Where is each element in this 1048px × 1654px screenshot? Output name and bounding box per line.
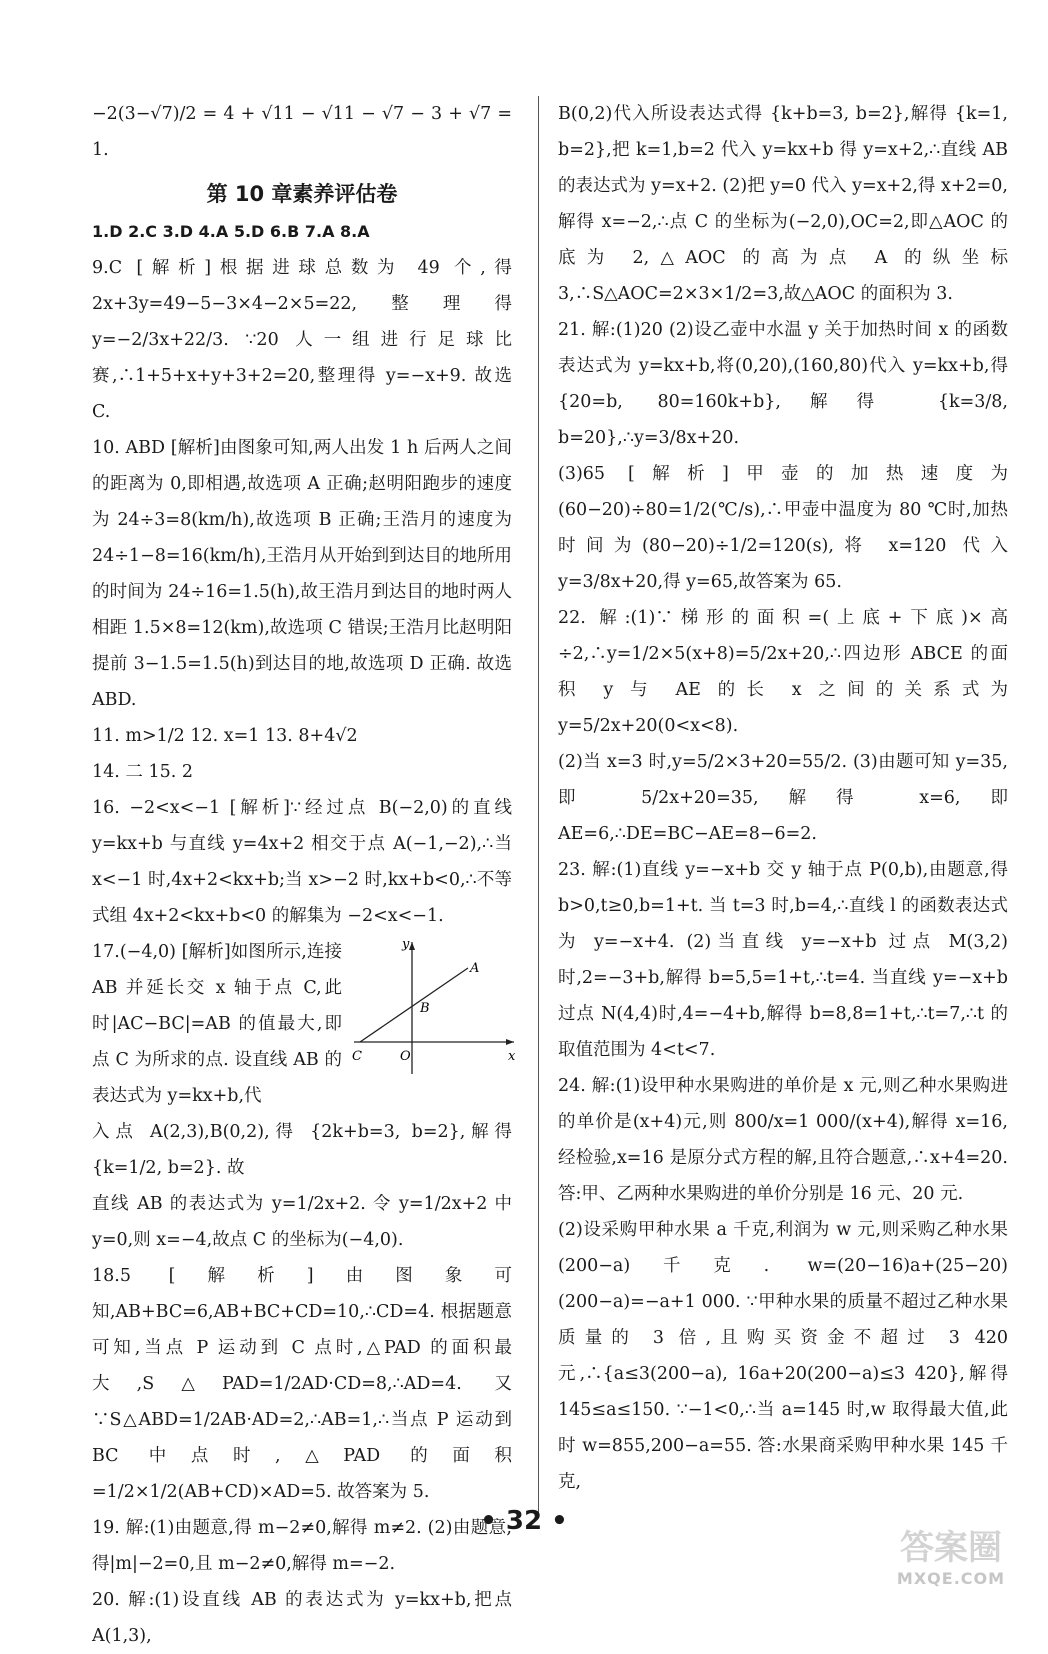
coordinate-figure	[348, 934, 518, 1082]
chapter-title: 第 10 章素养评估卷	[206, 182, 398, 206]
label-a: A	[470, 961, 480, 976]
answers-14-15: 14. 二 15. 2	[92, 762, 193, 782]
x-axis-arrow	[506, 1039, 514, 1045]
answer-17-part3: 直线 AB 的表达式为 y=1/2x+2. 令 y=1/2x+2 中 y=0,则 x=−4,故点 C 的坐标为(−4,0).	[92, 1194, 512, 1250]
watermark-logo	[876, 1520, 1026, 1590]
answer-22: 22. 解:(1)∵梯形的面积=(上底+下底)×高÷2,∴y=1/2×5(x+8)=5/2x+20,∴四边形 ABCE 的面积 y 与 AE 的长 x 之间的关系式为 y=5/2x+20(0<x<8).	[558, 608, 1008, 736]
answer-16: 16. −2<x<−1 [解析]∵经过点 B(−2,0)的直线 y=kx+b 与直线 y=4x+2 相交于点 A(−1,−2),∴当 x<−1 时,4x+2<kx+b;当 x>−2 时,kx+b<0,∴不等式组 4x+2<kx+b<0 的解集为 −2<x<−1.	[92, 798, 512, 926]
y-axis-arrow	[409, 942, 415, 950]
answer-21: 21. 解:(1)20 (2)设乙壶中水温 y 关于加热时间 x 的函数表达式为 y=kx+b,将(0,20),(160,80)代入 y=kx+b,得 {20=b, 80=160k+b},解得 {k=3/8, b=20},∴y=3/8x+20.	[558, 320, 1008, 448]
label-b: B	[420, 1001, 430, 1016]
answer-10: 10. ABD [解析]由图象可知,两人出发 1 h 后两人之间的距离为 0,即相遇,故选项 A 正确;赵明阳跑步的速度为 24÷3=8(km/h),故选项 B 正确;王浩月的速度为 24÷1−8=16(km/h),王浩月从开始到到达目的地所用的时间为 24÷16=1.5(h),故王浩月到达目的地时两人相距 1.5×8=12(km),故选项 C 错误;王浩月比赵明阳提前 3−1.5=1.5(h)到达目的地,故选项 D 正确. 故选 ABD.	[92, 438, 512, 710]
label-o: O	[400, 1049, 411, 1064]
answer-24-part2: (2)设采购甲种水果 a 千克,利润为 w 元,则采购乙种水果(200−a)千克. w=(20−16)a+(25−20)(200−a)=−a+1 000. ∵甲种水果的质量不超过乙种水果质量的 3 倍,且购买资金不超过 3 420 元,∴{a≤3(200−a), 16a+20(200−a)≤3 420},解得 145≤a≤150. ∵−1<0,∴当 a=145 时,w 取得最大值,此时 w=855,200−a=55. 答:水果商采购甲种水果 145 千克,	[558, 1220, 1008, 1492]
label-x: x	[508, 1049, 516, 1064]
answer-20-start: 20. 解:(1)设直线 AB 的表达式为 y=kx+b,把点 A(1,3),	[92, 1590, 512, 1646]
watermark-title: 答案圈	[900, 1528, 1002, 1568]
answers-1-8: 1.D 2.C 3.D 4.A 5.D 6.B 7.A 8.A	[92, 222, 370, 241]
answer-20-continued: B(0,2)代入所设表达式得 {k+b=3, b=2},解得 {k=1, b=2},把 k=1,b=2 代入 y=kx+b 得 y=x+2,∴直线 AB 的表达式为 y=x+2. (2)把 y=0 代入 y=x+2,得 x+2=0,解得 x=−2,∴点 C 的坐标为(−2,0),OC=2,即△AOC 的底为 2,△AOC 的高为点 A 的纵坐标 3,∴S△AOC=2×3×1/2=3,故△AOC 的面积为 3.	[558, 104, 1008, 304]
equation-line: −2(3−√7)/2 = 4 + √11 − √11 − √7 − 3 + √7 = 1.	[92, 104, 512, 160]
answer-9: 9.C [解析]根据进球总数为 49 个,得 2x+3y=49−5−3×4−2×5=22,整理得 y=−2/3x+22/3. ∵20 人一组进行足球比赛,∴1+5+x+y+3+2=20,整理得 y=−x+9. 故选 C.	[92, 258, 512, 422]
answer-23: 23. 解:(1)直线 y=−x+b 交 y 轴于点 P(0,b),由题意,得 b>0,t≥0,b=1+t. 当 t=3 时,b=4,∴直线 l 的函数表达式为 y=−x+4. (2)当直线 y=−x+b 过点 M(3,2)时,2=−3+b,解得 b=5,5=1+t,∴t=4. 当直线 y=−x+b 过点 N(4,4)时,4=−4+b,解得 b=8,8=1+t,∴t=7,∴t 的取值范围为 4<t<7.	[558, 860, 1008, 1060]
answer-17-part2: 入点 A(2,3),B(0,2),得 {2k+b=3, b=2},解得 {k=1/2, b=2}. 故	[92, 1122, 512, 1178]
answer-18: 18.5 [解析]由图象可知,AB+BC=6,AB+BC+CD=10,∴CD=4. 根据题意可知,当点 P 运动到 C 点时,△PAD 的面积最大,S△PAD=1/2AD·CD=8,∴AD=4. 又∵S△ABD=1/2AB·AD=2,∴AB=1,∴当点 P 运动到 BC 中点时,△PAD 的面积=1/2×1/2(AB+CD)×AD=5. 故答案为 5.	[92, 1266, 512, 1502]
answers-11-13: 11. m>1/2 12. x=1 13. 8+4√2	[92, 726, 358, 746]
answer-21-part3: (3)65 [解析]甲壶的加热速度为(60−20)÷80=1/2(℃/s),∴甲壶中温度为 80 ℃时,加热时间为(80−20)÷1/2=120(s),将 x=120 代入 y=3/8x+20,得 y=65,故答案为 65.	[558, 464, 1008, 592]
answer-22-part2: (2)当 x=3 时,y=5/2×3+20=55/2. (3)由题可知 y=35,即 5/2x+20=35,解得 x=6,即 AE=6,∴DE=BC−AE=8−6=2.	[558, 752, 1008, 844]
watermark-url: MXQE.COM	[896, 1569, 1006, 1588]
label-y: y	[402, 937, 410, 952]
left-column	[92, 96, 516, 1646]
label-c: C	[352, 1049, 362, 1064]
right-column	[558, 96, 1008, 1536]
page-number: • 32 •	[480, 1506, 568, 1536]
answer-19: 19. 解:(1)由题意,得 m−2≠0,解得 m≠2. (2)由题意,得|m|−2=0,且 m−2≠0,解得 m=−2.	[92, 1518, 512, 1574]
answer-17-part1: 17.(−4,0) [解析]如图所示,连接 AB 并延长交 x 轴于点 C,此时|AC−BC|=AB 的值最大,即点 C 为所求的点. 设直线 AB 的表达式为 y=kx+b,代	[92, 942, 342, 1106]
answer-24: 24. 解:(1)设甲种水果购进的单价是 x 元,则乙种水果购进的单价是(x+4)元,则 800/x=1 000/(x+4),解得 x=16,经检验,x=16 是原分式方程的解,且符合题意,∴x+4=20. 答:甲、乙两种水果购进的单价分别是 16 元、20 元.	[558, 1076, 1008, 1204]
column-divider	[538, 96, 539, 1516]
line-ab	[360, 968, 468, 1042]
